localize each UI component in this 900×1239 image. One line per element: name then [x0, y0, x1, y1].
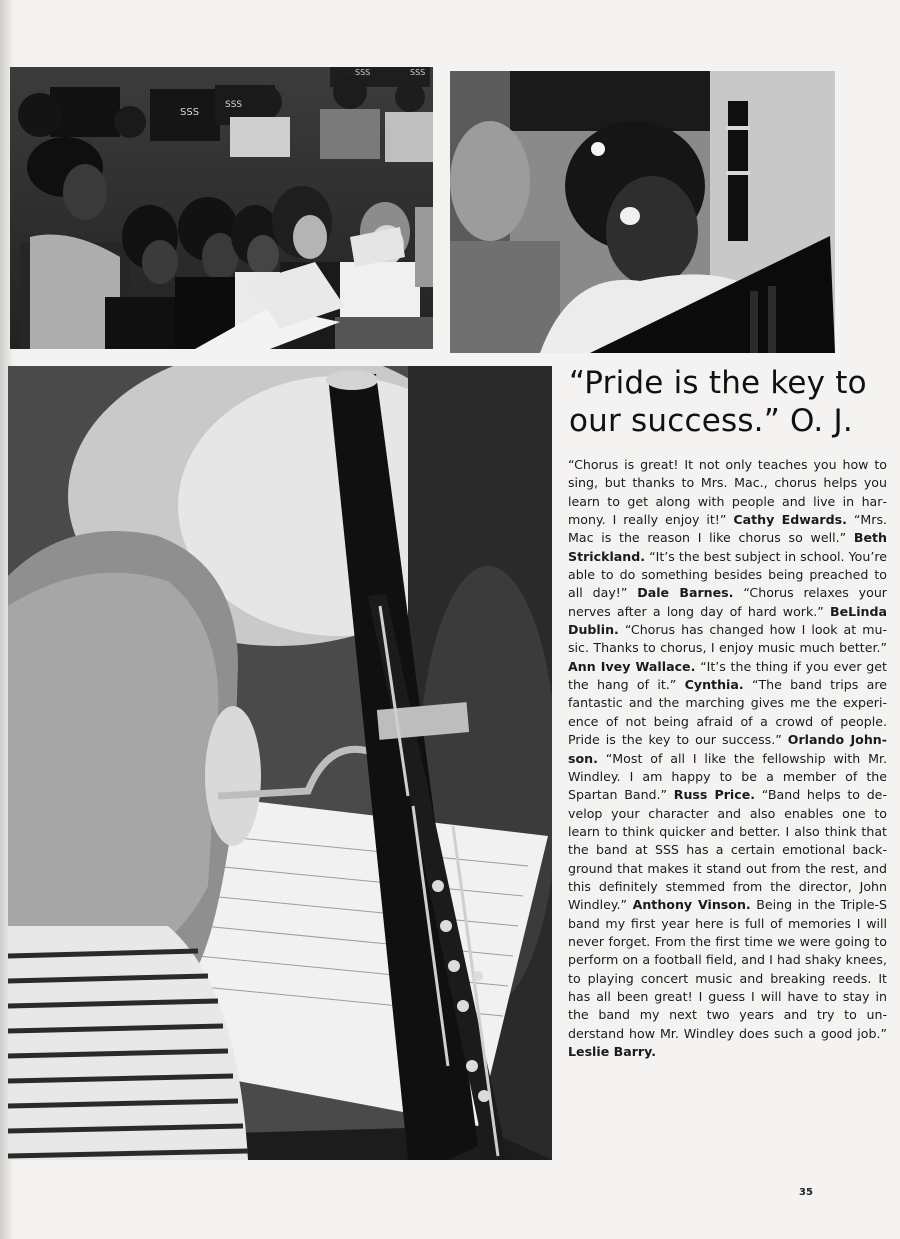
quote-text: “It’s the best subject in school. You’re able to do something besides being preached to all day!”: [568, 548, 887, 601]
quote-speaker: Beth Strickland.: [568, 530, 887, 564]
quote-speaker: Anthony Vinson.: [632, 897, 751, 913]
quote-text: “The band trips are fantastic and the marching gives me the experience of not being afraid of a crowd of people. Pride is the key to our success.”: [568, 677, 887, 748]
quote-speaker: Ann Ivey Wallace.: [568, 658, 696, 674]
chorus-photo: [10, 67, 433, 349]
quote-speaker: Cynthia.: [684, 677, 744, 693]
quote-text: “Most of all I like the fellowship with Mr. Windley. I am happy to be a member of the Spartan Band.”: [568, 750, 887, 803]
quote-text: Being in the Triple-S band my first year here is full of memories I will never forget. From the first time we were going to perform on a football field, and I had shaky knees, to playing concert music and breaking reeds. It has all been great! I guess I will have to stay in the band my next two years and try to understand how Mr. Windley does such a good job.”: [568, 897, 887, 1041]
quote-text: “Mrs. Mac is the reason I like chorus so well.”: [568, 512, 888, 546]
quote-speaker: Russ Price.: [673, 787, 756, 803]
clarinetist-photo: [450, 71, 835, 353]
stand-sign: SSS: [180, 107, 200, 118]
page-headline: “Pride is the key to our success.” O. J.: [569, 365, 867, 439]
bassoonist-photo: [8, 366, 552, 1160]
quote-text: “Chorus has changed how I look at music. Thanks to chorus, I enjoy music much better.”: [568, 622, 887, 656]
quote-speaker: Cathy Edwards.: [733, 512, 847, 528]
quote-text: “Chorus is great! It not only teaches you how to sing, but thanks to Mrs. Mac., chorus helps you learn to get along with people and live in harmony. I really enjoy it!”: [568, 457, 887, 528]
stand-sign: SSS: [225, 100, 243, 110]
quote-speaker: Leslie Barry.: [568, 1044, 656, 1059]
quote-speaker: BeLinda Dublin.: [568, 603, 887, 638]
quote-text: “Band helps to develop your character and also enables one to learn to think quicker and better. I also think that the band at SSS has a certain emotional background that makes it stand out from the rest, and this definitely stemmed from the director, John Windley.”: [568, 787, 887, 913]
stand-sign: SSS: [410, 68, 426, 77]
quotes-article: [568, 456, 887, 1061]
quote-text: “It’s the thing if you ever get the hang of it.”: [568, 658, 887, 693]
quote-speaker: Dale Barnes.: [637, 585, 734, 601]
page-number: 35: [799, 1187, 813, 1198]
stand-sign: SSS: [355, 68, 371, 77]
quote-text: “Chorus relaxes your nerves after a long day of hard work.”: [568, 585, 887, 619]
quote-speaker: Orlando Johnson.: [568, 732, 887, 766]
